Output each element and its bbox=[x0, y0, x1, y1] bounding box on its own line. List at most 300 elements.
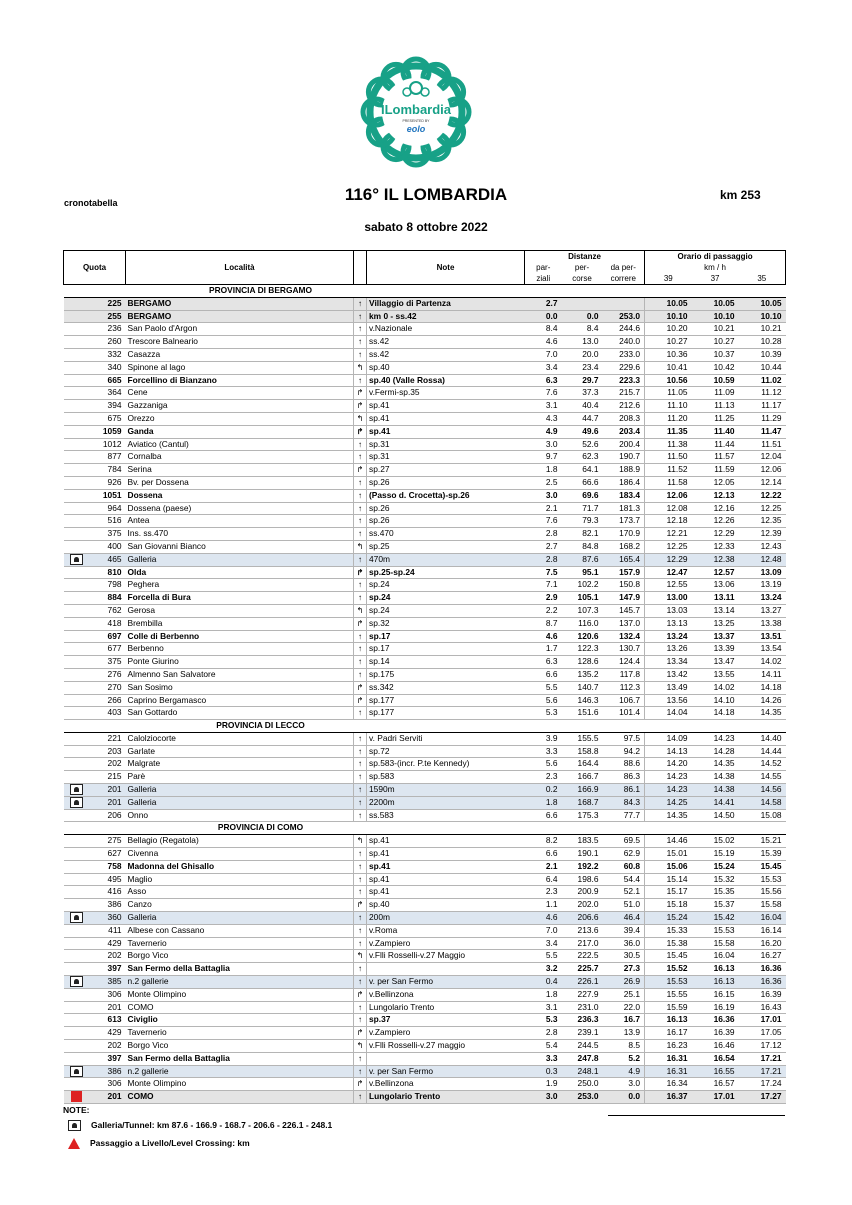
cell-time-37: 17.01 bbox=[692, 1091, 739, 1104]
cell-note: sp.32 bbox=[367, 617, 525, 630]
cell-note: v.Nazionale bbox=[367, 323, 525, 336]
cell-arrow: ↱ bbox=[354, 899, 367, 912]
cell-parziali: 0.4 bbox=[525, 976, 562, 989]
cell-localita: Dossena bbox=[126, 489, 354, 502]
cell-arrow: ↑ bbox=[354, 1001, 367, 1014]
cell-quota: 1059 bbox=[90, 425, 126, 438]
cell-time-39: 16.37 bbox=[645, 1091, 692, 1104]
cell-quota: 926 bbox=[90, 476, 126, 489]
cell-time-37: 12.38 bbox=[692, 553, 739, 566]
cell-time-37: 15.32 bbox=[692, 873, 739, 886]
cell-localita: Canzo bbox=[126, 899, 354, 912]
cell-da-percorrere: 88.6 bbox=[603, 758, 645, 771]
cell-parziali: 1.8 bbox=[525, 988, 562, 1001]
cell-parziali: 1.7 bbox=[525, 643, 562, 656]
cell-da-percorrere: 244.6 bbox=[603, 323, 645, 336]
cell-quota: 225 bbox=[90, 297, 126, 310]
cell-quota: 411 bbox=[90, 924, 126, 937]
cell-icon bbox=[64, 745, 90, 758]
col-quota: Quota bbox=[64, 251, 126, 285]
cell-percorse: 105.1 bbox=[562, 592, 603, 605]
cell-note: v.Roma bbox=[367, 924, 525, 937]
cell-quota: 215 bbox=[90, 771, 126, 784]
cell-arrow: ↰ bbox=[354, 361, 367, 374]
cell-arrow: ↑ bbox=[354, 476, 367, 489]
cell-time-37: 15.37 bbox=[692, 899, 739, 912]
cell-time-37: 16.19 bbox=[692, 1001, 739, 1014]
cell-note: ss.470 bbox=[367, 528, 525, 541]
cell-parziali: 3.3 bbox=[525, 1052, 562, 1065]
cell-localita: Onno bbox=[126, 809, 354, 822]
table-row bbox=[64, 540, 786, 553]
cell-parziali: 3.0 bbox=[525, 1091, 562, 1104]
note-level-crossing bbox=[68, 1138, 250, 1149]
cell-percorse: 227.9 bbox=[562, 988, 603, 1001]
notes-title: NOTE: bbox=[63, 1105, 90, 1115]
cell-time-35: 14.56 bbox=[739, 784, 786, 797]
cell-da-percorrere: 253.0 bbox=[603, 310, 645, 323]
cell-icon bbox=[64, 963, 90, 976]
cell-percorse: 166.7 bbox=[562, 771, 603, 784]
table-row bbox=[64, 694, 786, 707]
col-orario: Orario di passaggio bbox=[645, 251, 786, 263]
cell-localita: San Giovanni Bianco bbox=[126, 540, 354, 553]
cell-localita: Ins. ss.470 bbox=[126, 528, 354, 541]
tunnel-icon bbox=[68, 1120, 81, 1131]
table-row bbox=[64, 668, 786, 681]
cell-localita: Brembilla bbox=[126, 617, 354, 630]
cell-da-percorrere: 223.3 bbox=[603, 374, 645, 387]
cell-note: v.Zampiero bbox=[367, 937, 525, 950]
cell-note: sp.41 bbox=[367, 425, 525, 438]
cell-localita: Albese con Cassano bbox=[126, 924, 354, 937]
cell-arrow: ↑ bbox=[354, 1052, 367, 1065]
cell-icon bbox=[64, 566, 90, 579]
table-row bbox=[64, 835, 786, 848]
cell-arrow: ↱ bbox=[354, 617, 367, 630]
cell-parziali: 2.1 bbox=[525, 860, 562, 873]
cell-parziali: 3.1 bbox=[525, 400, 562, 413]
cell-da-percorrere: 69.5 bbox=[603, 835, 645, 848]
cell-localita: Parè bbox=[126, 771, 354, 784]
cell-parziali: 2.8 bbox=[525, 1027, 562, 1040]
cell-quota: 202 bbox=[90, 1040, 126, 1053]
cell-icon bbox=[64, 1027, 90, 1040]
cell-localita: Civenna bbox=[126, 848, 354, 861]
cell-icon bbox=[64, 412, 90, 425]
finish-icon bbox=[71, 1091, 82, 1102]
cell-localita: Civiglio bbox=[126, 1014, 354, 1027]
cell-arrow: ↱ bbox=[354, 425, 367, 438]
cell-time-37: 12.26 bbox=[692, 515, 739, 528]
cell-time-37: 14.41 bbox=[692, 796, 739, 809]
cell-da-percorrere: 13.9 bbox=[603, 1027, 645, 1040]
cell-arrow: ↰ bbox=[354, 540, 367, 553]
col-speed-1: 39 bbox=[645, 273, 692, 285]
cell-localita: Garlate bbox=[126, 745, 354, 758]
cell-time-35: 15.56 bbox=[739, 886, 786, 899]
cell-parziali: 5.3 bbox=[525, 707, 562, 720]
cell-quota: 697 bbox=[90, 630, 126, 643]
cell-quota: 465 bbox=[90, 553, 126, 566]
cell-arrow: ↱ bbox=[354, 464, 367, 477]
cell-icon bbox=[64, 1001, 90, 1014]
cell-icon bbox=[64, 348, 90, 361]
cell-localita: Berbenno bbox=[126, 643, 354, 656]
cell-time-35: 14.40 bbox=[739, 732, 786, 745]
cell-quota: 340 bbox=[90, 361, 126, 374]
province-name: PROVINCIA DI COMO bbox=[64, 822, 786, 835]
cell-time-39: 14.46 bbox=[645, 835, 692, 848]
cell-note: sp.41 bbox=[367, 873, 525, 886]
cell-time-39: 11.10 bbox=[645, 400, 692, 413]
table-row bbox=[64, 912, 786, 925]
cell-note: Lungolario Trento bbox=[367, 1091, 525, 1104]
cell-percorse: 62.3 bbox=[562, 451, 603, 464]
cell-localita: Colle di Berbenno bbox=[126, 630, 354, 643]
cell-note: sp.583-(incr. P.te Kennedy) bbox=[367, 758, 525, 771]
cell-icon bbox=[64, 758, 90, 771]
cell-note bbox=[367, 1052, 525, 1065]
cell-note: sp.41 bbox=[367, 848, 525, 861]
cell-time-35: 14.52 bbox=[739, 758, 786, 771]
cell-time-37: 14.28 bbox=[692, 745, 739, 758]
cell-percorse: 158.8 bbox=[562, 745, 603, 758]
cell-arrow: ↑ bbox=[354, 297, 367, 310]
cell-time-39: 14.20 bbox=[645, 758, 692, 771]
cell-note: sp.24 bbox=[367, 592, 525, 605]
cell-arrow: ↑ bbox=[354, 809, 367, 822]
cell-icon bbox=[64, 694, 90, 707]
cell-time-35: 12.43 bbox=[739, 540, 786, 553]
cell-time-37: 11.09 bbox=[692, 387, 739, 400]
cell-parziali: 2.8 bbox=[525, 553, 562, 566]
cell-da-percorrere: 0.0 bbox=[603, 1091, 645, 1104]
cell-localita: Gerosa bbox=[126, 604, 354, 617]
cell-arrow: ↑ bbox=[354, 1014, 367, 1027]
cell-percorse: 217.0 bbox=[562, 937, 603, 950]
cell-localita: Tavernerio bbox=[126, 1027, 354, 1040]
cell-localita: Forcellino di Bianzano bbox=[126, 374, 354, 387]
cell-da-percorrere: 137.0 bbox=[603, 617, 645, 630]
cell-percorse: 202.0 bbox=[562, 899, 603, 912]
cell-icon bbox=[64, 848, 90, 861]
cell-time-39: 11.20 bbox=[645, 412, 692, 425]
cell-note: sp.31 bbox=[367, 451, 525, 464]
cell-percorse: 116.0 bbox=[562, 617, 603, 630]
cell-quota: 270 bbox=[90, 681, 126, 694]
cell-note: ss.42 bbox=[367, 336, 525, 349]
cell-parziali: 6.6 bbox=[525, 848, 562, 861]
table-row bbox=[64, 745, 786, 758]
cell-percorse: 69.6 bbox=[562, 489, 603, 502]
cell-quota: 201 bbox=[90, 1001, 126, 1014]
cell-icon bbox=[64, 630, 90, 643]
cell-arrow: ↰ bbox=[354, 604, 367, 617]
cell-time-35: 11.47 bbox=[739, 425, 786, 438]
cell-icon bbox=[64, 976, 90, 989]
cell-arrow: ↑ bbox=[354, 438, 367, 451]
tunnel-icon bbox=[70, 797, 83, 808]
cell-time-37: 16.46 bbox=[692, 1040, 739, 1053]
doc-label: cronotabella bbox=[64, 198, 118, 208]
level-crossing-icon bbox=[68, 1138, 80, 1149]
cell-da-percorrere: 52.1 bbox=[603, 886, 645, 899]
cell-localita: Ponte Giurino bbox=[126, 656, 354, 669]
cell-time-39: 12.55 bbox=[645, 579, 692, 592]
cell-icon bbox=[64, 310, 90, 323]
cell-da-percorrere: 165.4 bbox=[603, 553, 645, 566]
cell-da-percorrere: 54.4 bbox=[603, 873, 645, 886]
cell-da-percorrere: 97.5 bbox=[603, 732, 645, 745]
cell-quota: 397 bbox=[90, 1052, 126, 1065]
cell-time-39: 12.21 bbox=[645, 528, 692, 541]
signature-line bbox=[608, 1115, 785, 1116]
cell-localita: Spinone al lago bbox=[126, 361, 354, 374]
cell-icon bbox=[64, 502, 90, 515]
table-row bbox=[64, 732, 786, 745]
cell-time-35: 11.29 bbox=[739, 412, 786, 425]
page-title: 116° IL LOMBARDIA bbox=[344, 185, 508, 204]
cell-parziali: 2.2 bbox=[525, 604, 562, 617]
cell-da-percorrere: 106.7 bbox=[603, 694, 645, 707]
note-level-crossing-text: Passaggio a Livello/Level Crossing: km bbox=[90, 1138, 250, 1148]
cell-percorse: 128.6 bbox=[562, 656, 603, 669]
cell-time-39: 15.01 bbox=[645, 848, 692, 861]
cell-time-35: 17.24 bbox=[739, 1078, 786, 1091]
cell-time-37: 12.13 bbox=[692, 489, 739, 502]
cell-time-37: 13.39 bbox=[692, 643, 739, 656]
cell-localita: Malgrate bbox=[126, 758, 354, 771]
cell-note: v.Fermi-sp.35 bbox=[367, 387, 525, 400]
cell-note: sp.26 bbox=[367, 515, 525, 528]
cell-da-percorrere: 124.4 bbox=[603, 656, 645, 669]
cell-arrow: ↑ bbox=[354, 489, 367, 502]
logo-sponsor: eolo bbox=[406, 124, 426, 134]
cell-parziali: 3.1 bbox=[525, 1001, 562, 1014]
cell-localita: San Fermo della Battaglia bbox=[126, 1052, 354, 1065]
cell-quota: 394 bbox=[90, 400, 126, 413]
cell-parziali: 7.6 bbox=[525, 515, 562, 528]
table-row bbox=[64, 796, 786, 809]
cell-parziali: 8.4 bbox=[525, 323, 562, 336]
cell-parziali: 4.6 bbox=[525, 912, 562, 925]
cell-note: sp.37 bbox=[367, 1014, 525, 1027]
cell-localita: Orezzo bbox=[126, 412, 354, 425]
cell-localita: Monte Olimpino bbox=[126, 1078, 354, 1091]
cell-icon bbox=[64, 553, 90, 566]
cell-percorse: 250.0 bbox=[562, 1078, 603, 1091]
cell-percorse: 135.2 bbox=[562, 668, 603, 681]
cell-percorse: 248.1 bbox=[562, 1065, 603, 1078]
cell-time-37: 15.35 bbox=[692, 886, 739, 899]
table-row bbox=[64, 361, 786, 374]
cell-time-37: 14.38 bbox=[692, 771, 739, 784]
cell-note: sp.40 bbox=[367, 361, 525, 374]
cell-note: v. Padri Serviti bbox=[367, 732, 525, 745]
cell-localita: BERGAMO bbox=[126, 297, 354, 310]
cell-time-39: 11.05 bbox=[645, 387, 692, 400]
cell-note: 2200m bbox=[367, 796, 525, 809]
cell-time-39: 10.36 bbox=[645, 348, 692, 361]
cell-time-39: 15.45 bbox=[645, 950, 692, 963]
cell-percorse: 40.4 bbox=[562, 400, 603, 413]
cell-time-39: 15.59 bbox=[645, 1001, 692, 1014]
cell-icon bbox=[64, 374, 90, 387]
cell-time-39: 15.52 bbox=[645, 963, 692, 976]
cell-da-percorrere: 36.0 bbox=[603, 937, 645, 950]
cell-icon bbox=[64, 451, 90, 464]
cell-quota: 201 bbox=[90, 784, 126, 797]
cell-time-37: 11.57 bbox=[692, 451, 739, 464]
cell-da-percorrere: 84.3 bbox=[603, 796, 645, 809]
table-row bbox=[64, 348, 786, 361]
cell-arrow: ↑ bbox=[354, 860, 367, 873]
cell-note: sp.31 bbox=[367, 438, 525, 451]
cell-da-percorrere: 46.4 bbox=[603, 912, 645, 925]
cell-time-37: 15.02 bbox=[692, 835, 739, 848]
cell-time-39: 13.03 bbox=[645, 604, 692, 617]
table-row bbox=[64, 489, 786, 502]
col-speed-3: 35 bbox=[739, 273, 786, 285]
cell-icon bbox=[64, 656, 90, 669]
col-note: Note bbox=[367, 251, 525, 285]
cell-time-35: 12.04 bbox=[739, 451, 786, 464]
cell-percorse: 146.3 bbox=[562, 694, 603, 707]
cell-time-37: 13.14 bbox=[692, 604, 739, 617]
cell-quota: 784 bbox=[90, 464, 126, 477]
cell-time-39: 13.42 bbox=[645, 668, 692, 681]
cell-da-percorrere: 233.0 bbox=[603, 348, 645, 361]
cell-time-35: 15.53 bbox=[739, 873, 786, 886]
cell-localita: Ganda bbox=[126, 425, 354, 438]
cell-localita: Borgo Vico bbox=[126, 1040, 354, 1053]
cell-da-percorrere: 186.4 bbox=[603, 476, 645, 489]
cell-note: sp.25 bbox=[367, 540, 525, 553]
cell-arrow: ↑ bbox=[354, 348, 367, 361]
cell-icon bbox=[64, 835, 90, 848]
cell-arrow: ↱ bbox=[354, 387, 367, 400]
cell-time-37: 12.05 bbox=[692, 476, 739, 489]
cell-localita: Antea bbox=[126, 515, 354, 528]
cell-icon bbox=[64, 707, 90, 720]
cell-quota: 627 bbox=[90, 848, 126, 861]
cell-arrow: ↰ bbox=[354, 950, 367, 963]
cell-time-39: 10.56 bbox=[645, 374, 692, 387]
cell-percorse: 44.7 bbox=[562, 412, 603, 425]
cell-time-37: 15.53 bbox=[692, 924, 739, 937]
table-row bbox=[64, 553, 786, 566]
cell-time-37: 15.58 bbox=[692, 937, 739, 950]
table-row bbox=[64, 1078, 786, 1091]
cell-arrow: ↑ bbox=[354, 374, 367, 387]
cell-time-39: 11.52 bbox=[645, 464, 692, 477]
table-row bbox=[64, 924, 786, 937]
cell-localita: COMO bbox=[126, 1001, 354, 1014]
cell-percorse: 122.3 bbox=[562, 643, 603, 656]
cell-arrow: ↑ bbox=[354, 745, 367, 758]
cell-note: ss.42 bbox=[367, 348, 525, 361]
cell-quota: 260 bbox=[90, 336, 126, 349]
cell-time-35: 16.14 bbox=[739, 924, 786, 937]
cell-localita: Galleria bbox=[126, 912, 354, 925]
cell-icon bbox=[64, 732, 90, 745]
cell-time-37: 14.02 bbox=[692, 681, 739, 694]
cell-icon bbox=[64, 771, 90, 784]
cell-icon bbox=[64, 796, 90, 809]
cell-da-percorrere: 5.2 bbox=[603, 1052, 645, 1065]
cell-parziali: 6.3 bbox=[525, 374, 562, 387]
cell-localita: Almenno San Salvatore bbox=[126, 668, 354, 681]
cell-time-39: 13.13 bbox=[645, 617, 692, 630]
cell-arrow: ↑ bbox=[354, 630, 367, 643]
cell-time-35: 10.39 bbox=[739, 348, 786, 361]
cell-icon bbox=[64, 860, 90, 873]
cell-da-percorrere: 22.0 bbox=[603, 1001, 645, 1014]
cell-percorse: 226.1 bbox=[562, 976, 603, 989]
cell-time-37: 14.35 bbox=[692, 758, 739, 771]
cell-icon bbox=[64, 924, 90, 937]
cell-quota: 964 bbox=[90, 502, 126, 515]
cell-localita: Monte Olimpino bbox=[126, 988, 354, 1001]
cell-da-percorrere: 30.5 bbox=[603, 950, 645, 963]
cell-time-37: 13.06 bbox=[692, 579, 739, 592]
cell-note: ss.583 bbox=[367, 809, 525, 822]
cell-time-39: 10.27 bbox=[645, 336, 692, 349]
cell-icon bbox=[64, 476, 90, 489]
table-row bbox=[64, 592, 786, 605]
cell-da-percorrere: 145.7 bbox=[603, 604, 645, 617]
cell-arrow: ↑ bbox=[354, 886, 367, 899]
cell-da-percorrere: 86.1 bbox=[603, 784, 645, 797]
cell-icon bbox=[64, 540, 90, 553]
cell-note bbox=[367, 963, 525, 976]
cell-percorse: 102.2 bbox=[562, 579, 603, 592]
cell-time-39: 11.50 bbox=[645, 451, 692, 464]
cell-percorse: 95.1 bbox=[562, 566, 603, 579]
col-localita: Località bbox=[126, 251, 354, 285]
cell-parziali: 9.7 bbox=[525, 451, 562, 464]
cell-percorse: 120.6 bbox=[562, 630, 603, 643]
cell-localita: Dossena (paese) bbox=[126, 502, 354, 515]
cell-arrow: ↑ bbox=[354, 924, 367, 937]
cell-time-37: 12.16 bbox=[692, 502, 739, 515]
cell-localita: Galleria bbox=[126, 796, 354, 809]
cell-time-35: 16.20 bbox=[739, 937, 786, 950]
cell-arrow: ↑ bbox=[354, 656, 367, 669]
cell-time-39: 11.38 bbox=[645, 438, 692, 451]
cell-note: v.Bellinzona bbox=[367, 988, 525, 1001]
cell-note: sp.40 bbox=[367, 899, 525, 912]
cell-time-35: 13.24 bbox=[739, 592, 786, 605]
cell-arrow: ↱ bbox=[354, 1027, 367, 1040]
cell-time-39: 12.06 bbox=[645, 489, 692, 502]
cell-time-35: 11.02 bbox=[739, 374, 786, 387]
cell-quota: 762 bbox=[90, 604, 126, 617]
cell-time-35: 16.36 bbox=[739, 976, 786, 989]
table-row bbox=[64, 1065, 786, 1078]
cell-parziali: 3.4 bbox=[525, 361, 562, 374]
cell-time-35: 12.35 bbox=[739, 515, 786, 528]
cell-time-37: 11.40 bbox=[692, 425, 739, 438]
cell-time-37: 10.42 bbox=[692, 361, 739, 374]
cell-parziali: 6.6 bbox=[525, 668, 562, 681]
cell-time-35: 11.17 bbox=[739, 400, 786, 413]
cell-time-39: 16.17 bbox=[645, 1027, 692, 1040]
cell-arrow: ↑ bbox=[354, 643, 367, 656]
cell-percorse: 151.6 bbox=[562, 707, 603, 720]
cell-note: sp.14 bbox=[367, 656, 525, 669]
